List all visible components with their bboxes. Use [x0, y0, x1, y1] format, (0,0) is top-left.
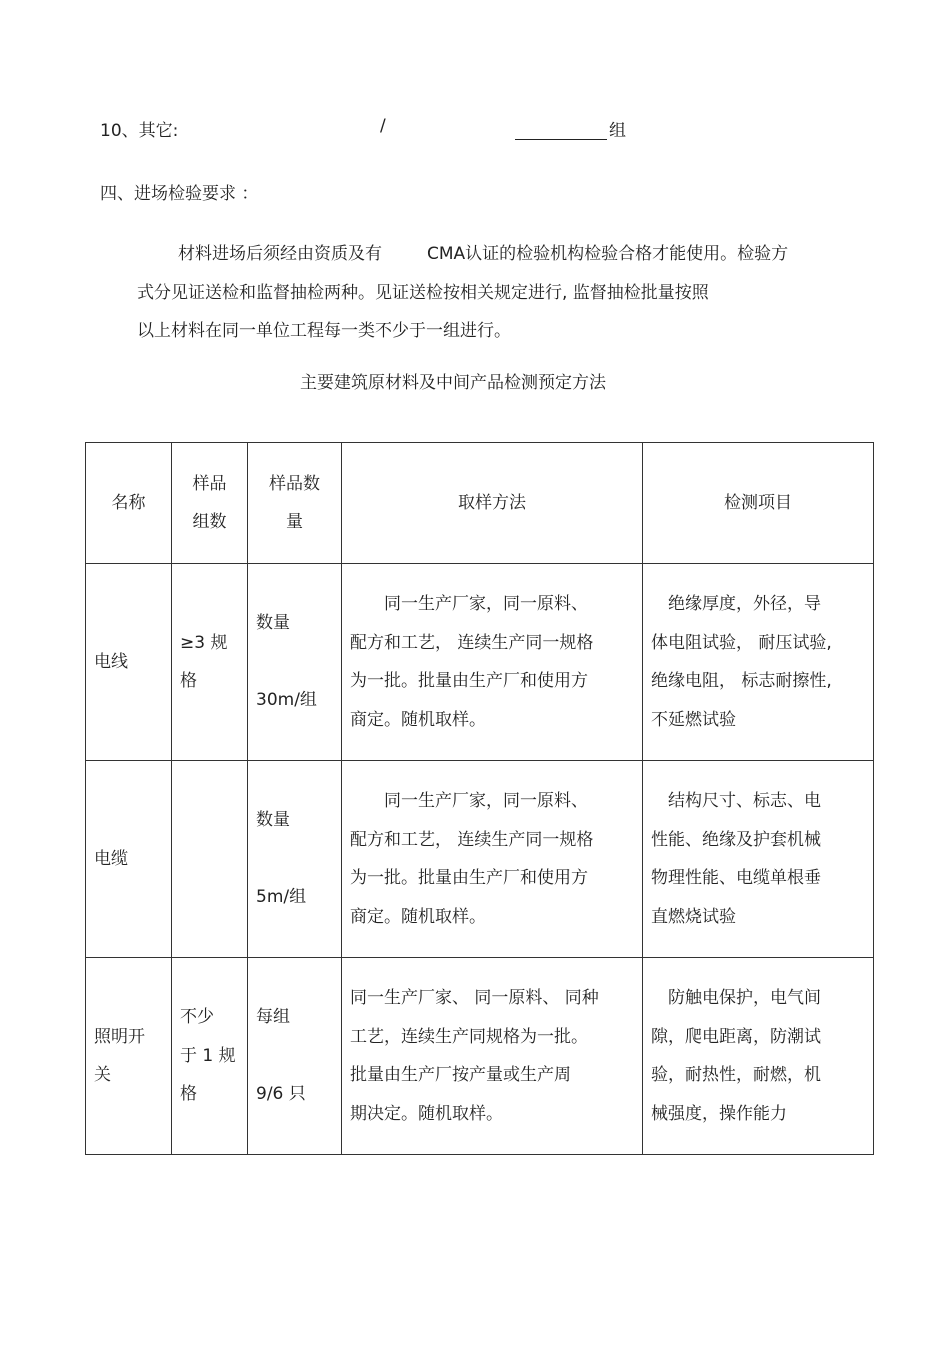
cell-items: 结构尺寸、标志、电 性能、绝缘及护套机械 物理性能、电缆单根垂 直燃烧试验: [643, 761, 874, 958]
header-name: 名称: [86, 443, 172, 564]
table-title: 主要建筑原材料及中间产品检测预定方法: [300, 373, 606, 393]
inspection-table: [85, 442, 874, 1155]
cell-method: 同一生产厂家，同一原料、 配方和工艺， 连续生产同一规格 为一批。批量由生产厂和使用方 商定。随机取样。: [342, 564, 643, 761]
cell-qty: 数量 30m/组: [248, 564, 342, 761]
table-row: [86, 564, 874, 761]
header-items: 检测项目: [643, 443, 874, 564]
item10-label: 10、其它:: [100, 121, 179, 141]
header-groups: 样品 组数: [172, 443, 248, 564]
table-row: [86, 958, 874, 1155]
section4-para-line3: 以上材料在同一单位工程每一类不少于一组进行。: [137, 321, 511, 341]
section4-para-line2: 式分见证送检和监督抽检两种。见证送检按相关规定进行, 监督抽检批量按照: [137, 283, 709, 303]
cell-method: 同一生产厂家、 同一原料、 同种 工艺，连续生产同规格为一批。 批量由生产厂按产量或生产周 期决定。随机取样。: [342, 958, 643, 1155]
item10-unit: 组: [609, 121, 626, 141]
section4-heading: 四、进场检验要求 ：: [100, 184, 259, 204]
cell-groups: ≥3 规 格: [172, 564, 248, 761]
cell-name: 电线: [86, 564, 172, 761]
header-qty: 样品数 量: [248, 443, 342, 564]
cell-qty: 每组 9/6 只: [248, 958, 342, 1155]
cell-name: 照明开 关: [86, 958, 172, 1155]
cell-groups: 不少 于 1 规 格: [172, 958, 248, 1155]
cell-groups: [172, 761, 248, 958]
header-method: 取样方法: [342, 443, 643, 564]
cell-name: 电缆: [86, 761, 172, 958]
cell-items: 防触电保护，电气间 隙，爬电距离，防潮试 验，耐热性，耐燃，机 械强度，操作能力: [643, 958, 874, 1155]
table-header-row: [86, 443, 874, 564]
cell-qty: 数量 5m/组: [248, 761, 342, 958]
cell-method: 同一生产厂家，同一原料、 配方和工艺， 连续生产同一规格 为一批。批量由生产厂和使用方 商定。随机取样。: [342, 761, 643, 958]
section4-para-line1-part2: CMA认证的检验机构检验合格才能使用。检验方: [427, 244, 789, 264]
table-row: [86, 761, 874, 958]
cell-items: 绝缘厚度，外径，导 体电阻试验， 耐压试验, 绝缘电阻， 标志耐擦性, 不延燃试验: [643, 564, 874, 761]
section4-para-line1-part1: 材料进场后须经由资质及有: [178, 244, 382, 264]
item10-slash: /: [380, 116, 386, 136]
item10-blank-line: [515, 139, 607, 140]
